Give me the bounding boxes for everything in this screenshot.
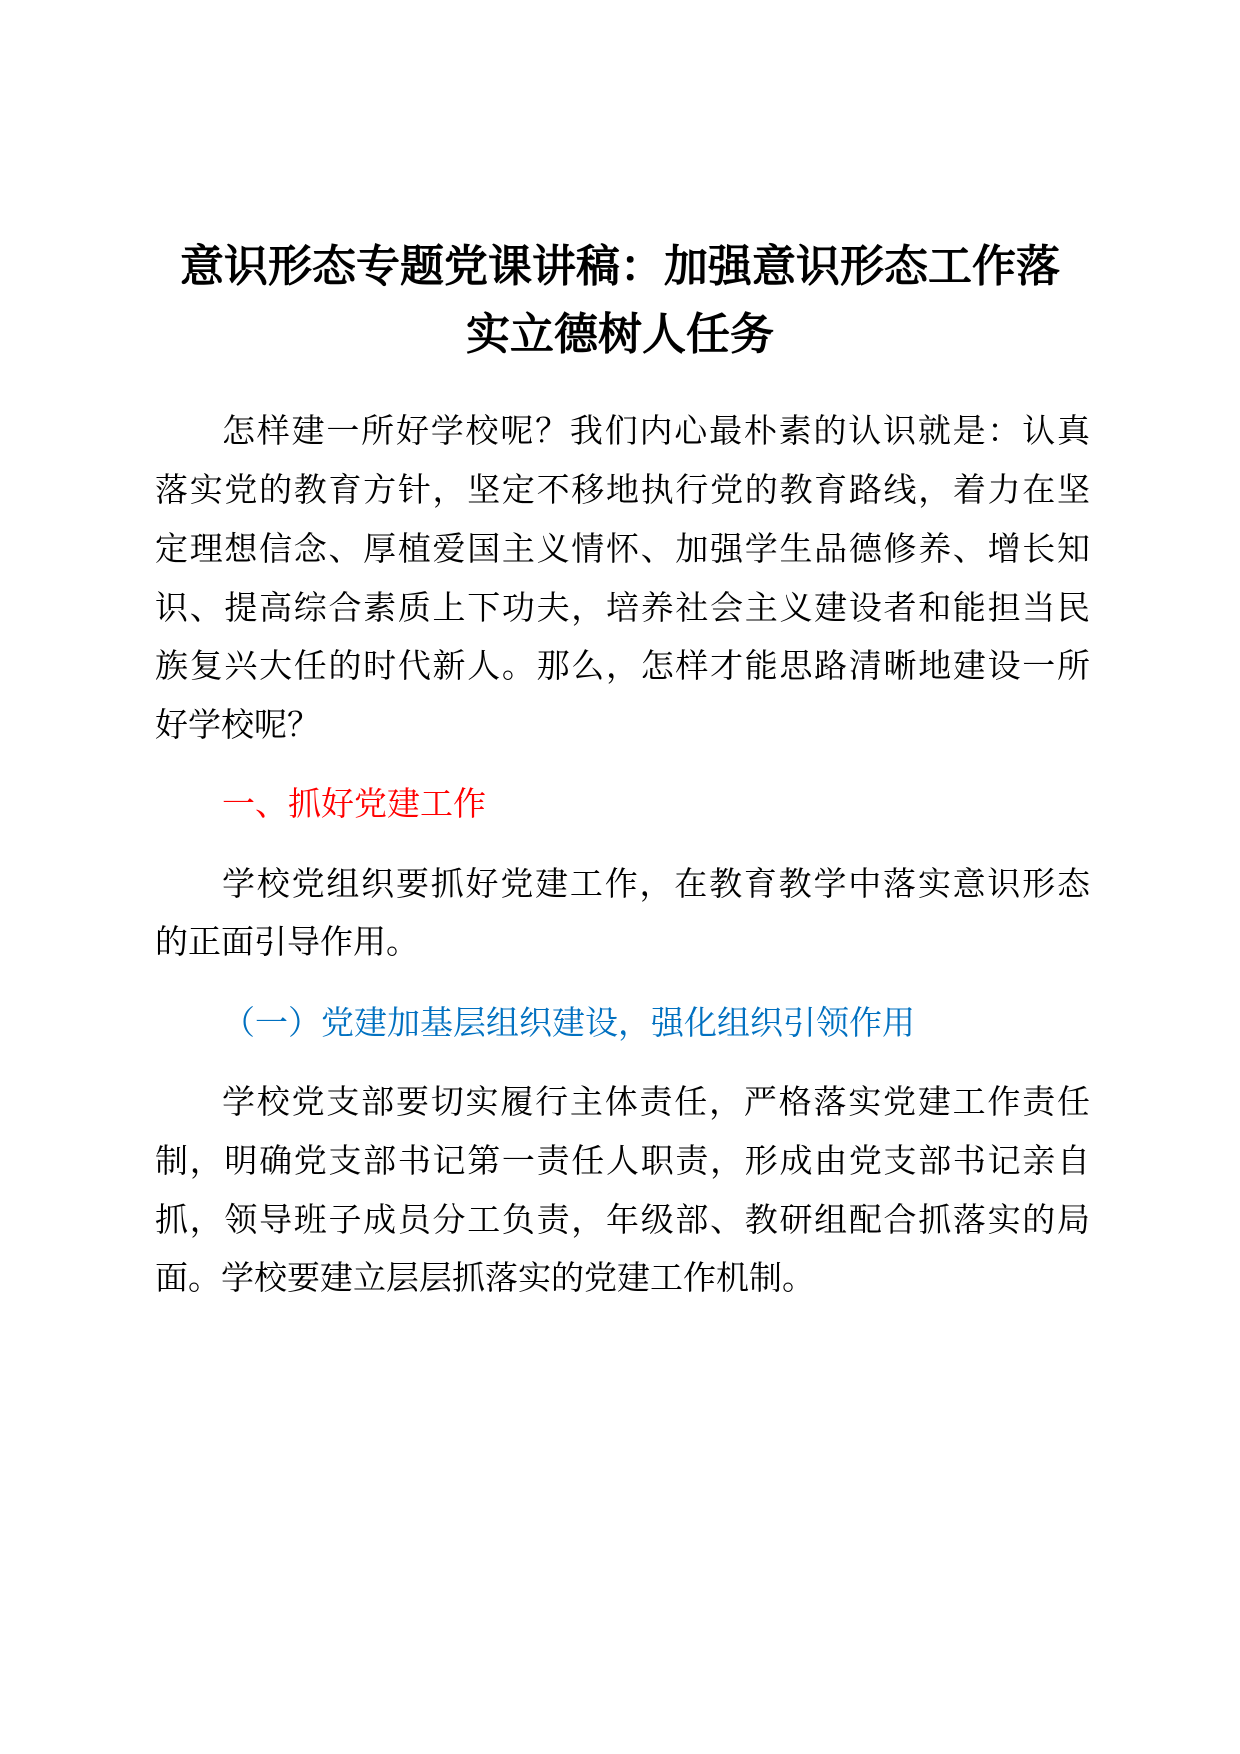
paragraph-line: 定理想信念、厚植爱国主义情怀、加强学生品德修养、增长知 <box>155 529 1090 568</box>
paragraph-line: 识、提高综合素质上下功夫，培养社会主义建设者和能担当民 <box>155 588 1090 627</box>
paragraph-line: 的正面引导作用。 <box>155 922 419 961</box>
title-line: 意识形态专题党课讲稿：加强意识形态工作落 <box>180 241 1060 292</box>
paragraph-line: 制，明确党支部书记第一责任人职责，形成由党支部书记亲自 <box>155 1141 1090 1180</box>
section-heading-1: 一、抓好党建工作 <box>222 784 486 823</box>
paragraph-line: 落实党的教育方针，坚定不移地执行党的教育路线，着力在坚 <box>155 470 1090 509</box>
subsection-heading-1: （一）党建加基层组织建设，强化组织引领作用 <box>222 1003 915 1042</box>
paragraph-line: 好学校呢？ <box>155 705 320 744</box>
title-line: 实立德树人任务 <box>466 309 774 360</box>
paragraph-line: 怎样建一所好学校呢？我们内心最朴素的认识就是：认真 <box>222 411 1090 450</box>
paragraph-line: 学校党支部要切实履行主体责任，严格落实党建工作责任 <box>222 1082 1090 1121</box>
paragraph-line: 族复兴大任的时代新人。那么，怎样才能思路清晰地建设一所 <box>155 646 1090 685</box>
paragraph-line: 抓，领导班子成员分工负责，年级部、教研组配合抓落实的局 <box>155 1200 1090 1239</box>
paragraph-line: 面。学校要建立层层抓落实的党建工作机制。 <box>155 1258 815 1297</box>
paragraph-line: 学校党组织要抓好党建工作，在教育教学中落实意识形态 <box>222 864 1090 903</box>
